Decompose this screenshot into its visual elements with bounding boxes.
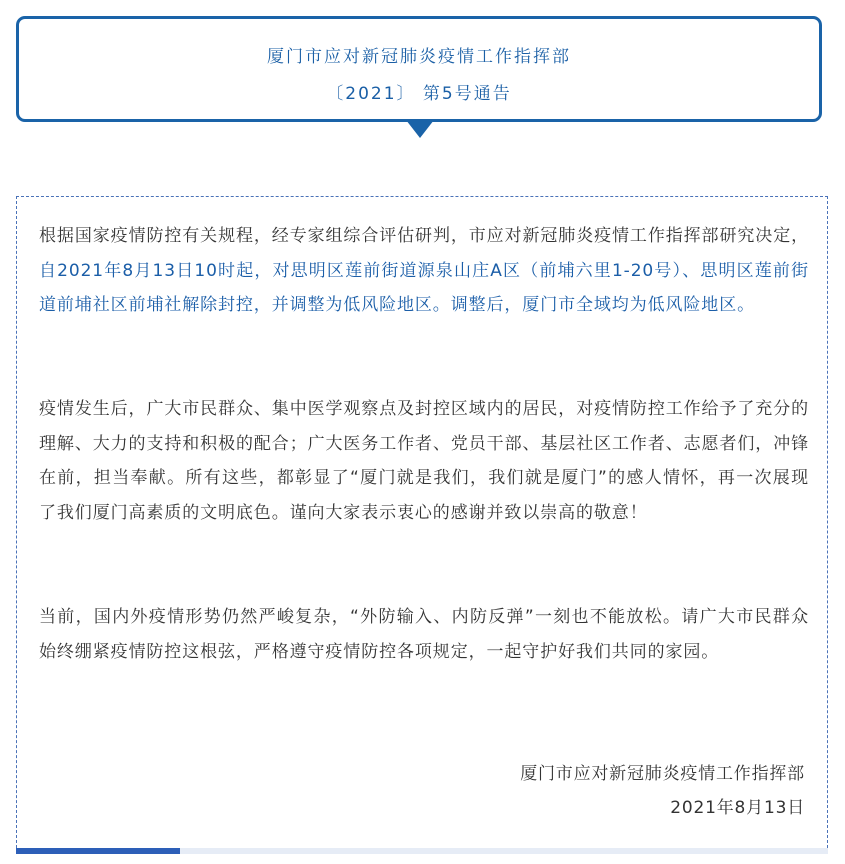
paragraph-decision — [39, 219, 809, 323]
signature-date: 2021年8月13日 — [670, 798, 805, 818]
notice-content-box — [16, 196, 828, 848]
paragraph-decision-highlight: 自2021年8月13日10时起，对思明区莲前街道源泉山庄A区（前埔六里1-20号）、思明区莲前街道前埔社区前埔社解除封控，并调整为低风险地区。调整后，厦门市全域均为低风险地区。 — [39, 260, 809, 315]
header-pointer-triangle — [406, 120, 434, 138]
paragraph-decision-intro: 根据国家疫情防控有关规程，经专家组综合评估研判，市应对新冠肺炎疫情工作指挥部研究决定， — [39, 226, 809, 246]
bottom-progress-bar — [16, 848, 828, 854]
header-notice-number: 〔2021〕 第5号通告 — [326, 84, 512, 104]
paragraph-reminder: 当前，国内外疫情形势仍然严峻复杂，“外防输入、内防反弹”一刻也不能放松。请广大市民群众始终绷紧疫情防控这根弦，严格遵守疫情防控各项规定，一起守护好我们共同的家园。 — [39, 607, 809, 662]
notice-header-box — [16, 16, 822, 122]
bottom-progress-accent — [16, 848, 180, 854]
paragraph-thanks: 疫情发生后，广大市民群众、集中医学观察点及封控区域内的居民，对疫情防控工作给予了充分的理解、大力的支持和积极的配合；广大医务工作者、党员干部、基层社区工作者、志愿者们，冲锋在前，担当奉献。所有这些，都彰显了“厦门就是我们，我们就是厦门”的感人情怀，再一次展现了我们厦门高素质的文明底色。谨向大家表示衷心的感谢并致以崇高的敬意！ — [39, 399, 809, 523]
signature-org: 厦门市应对新冠肺炎疫情工作指挥部 — [520, 764, 805, 784]
header-title: 厦门市应对新冠肺炎疫情工作指挥部 — [267, 47, 571, 67]
